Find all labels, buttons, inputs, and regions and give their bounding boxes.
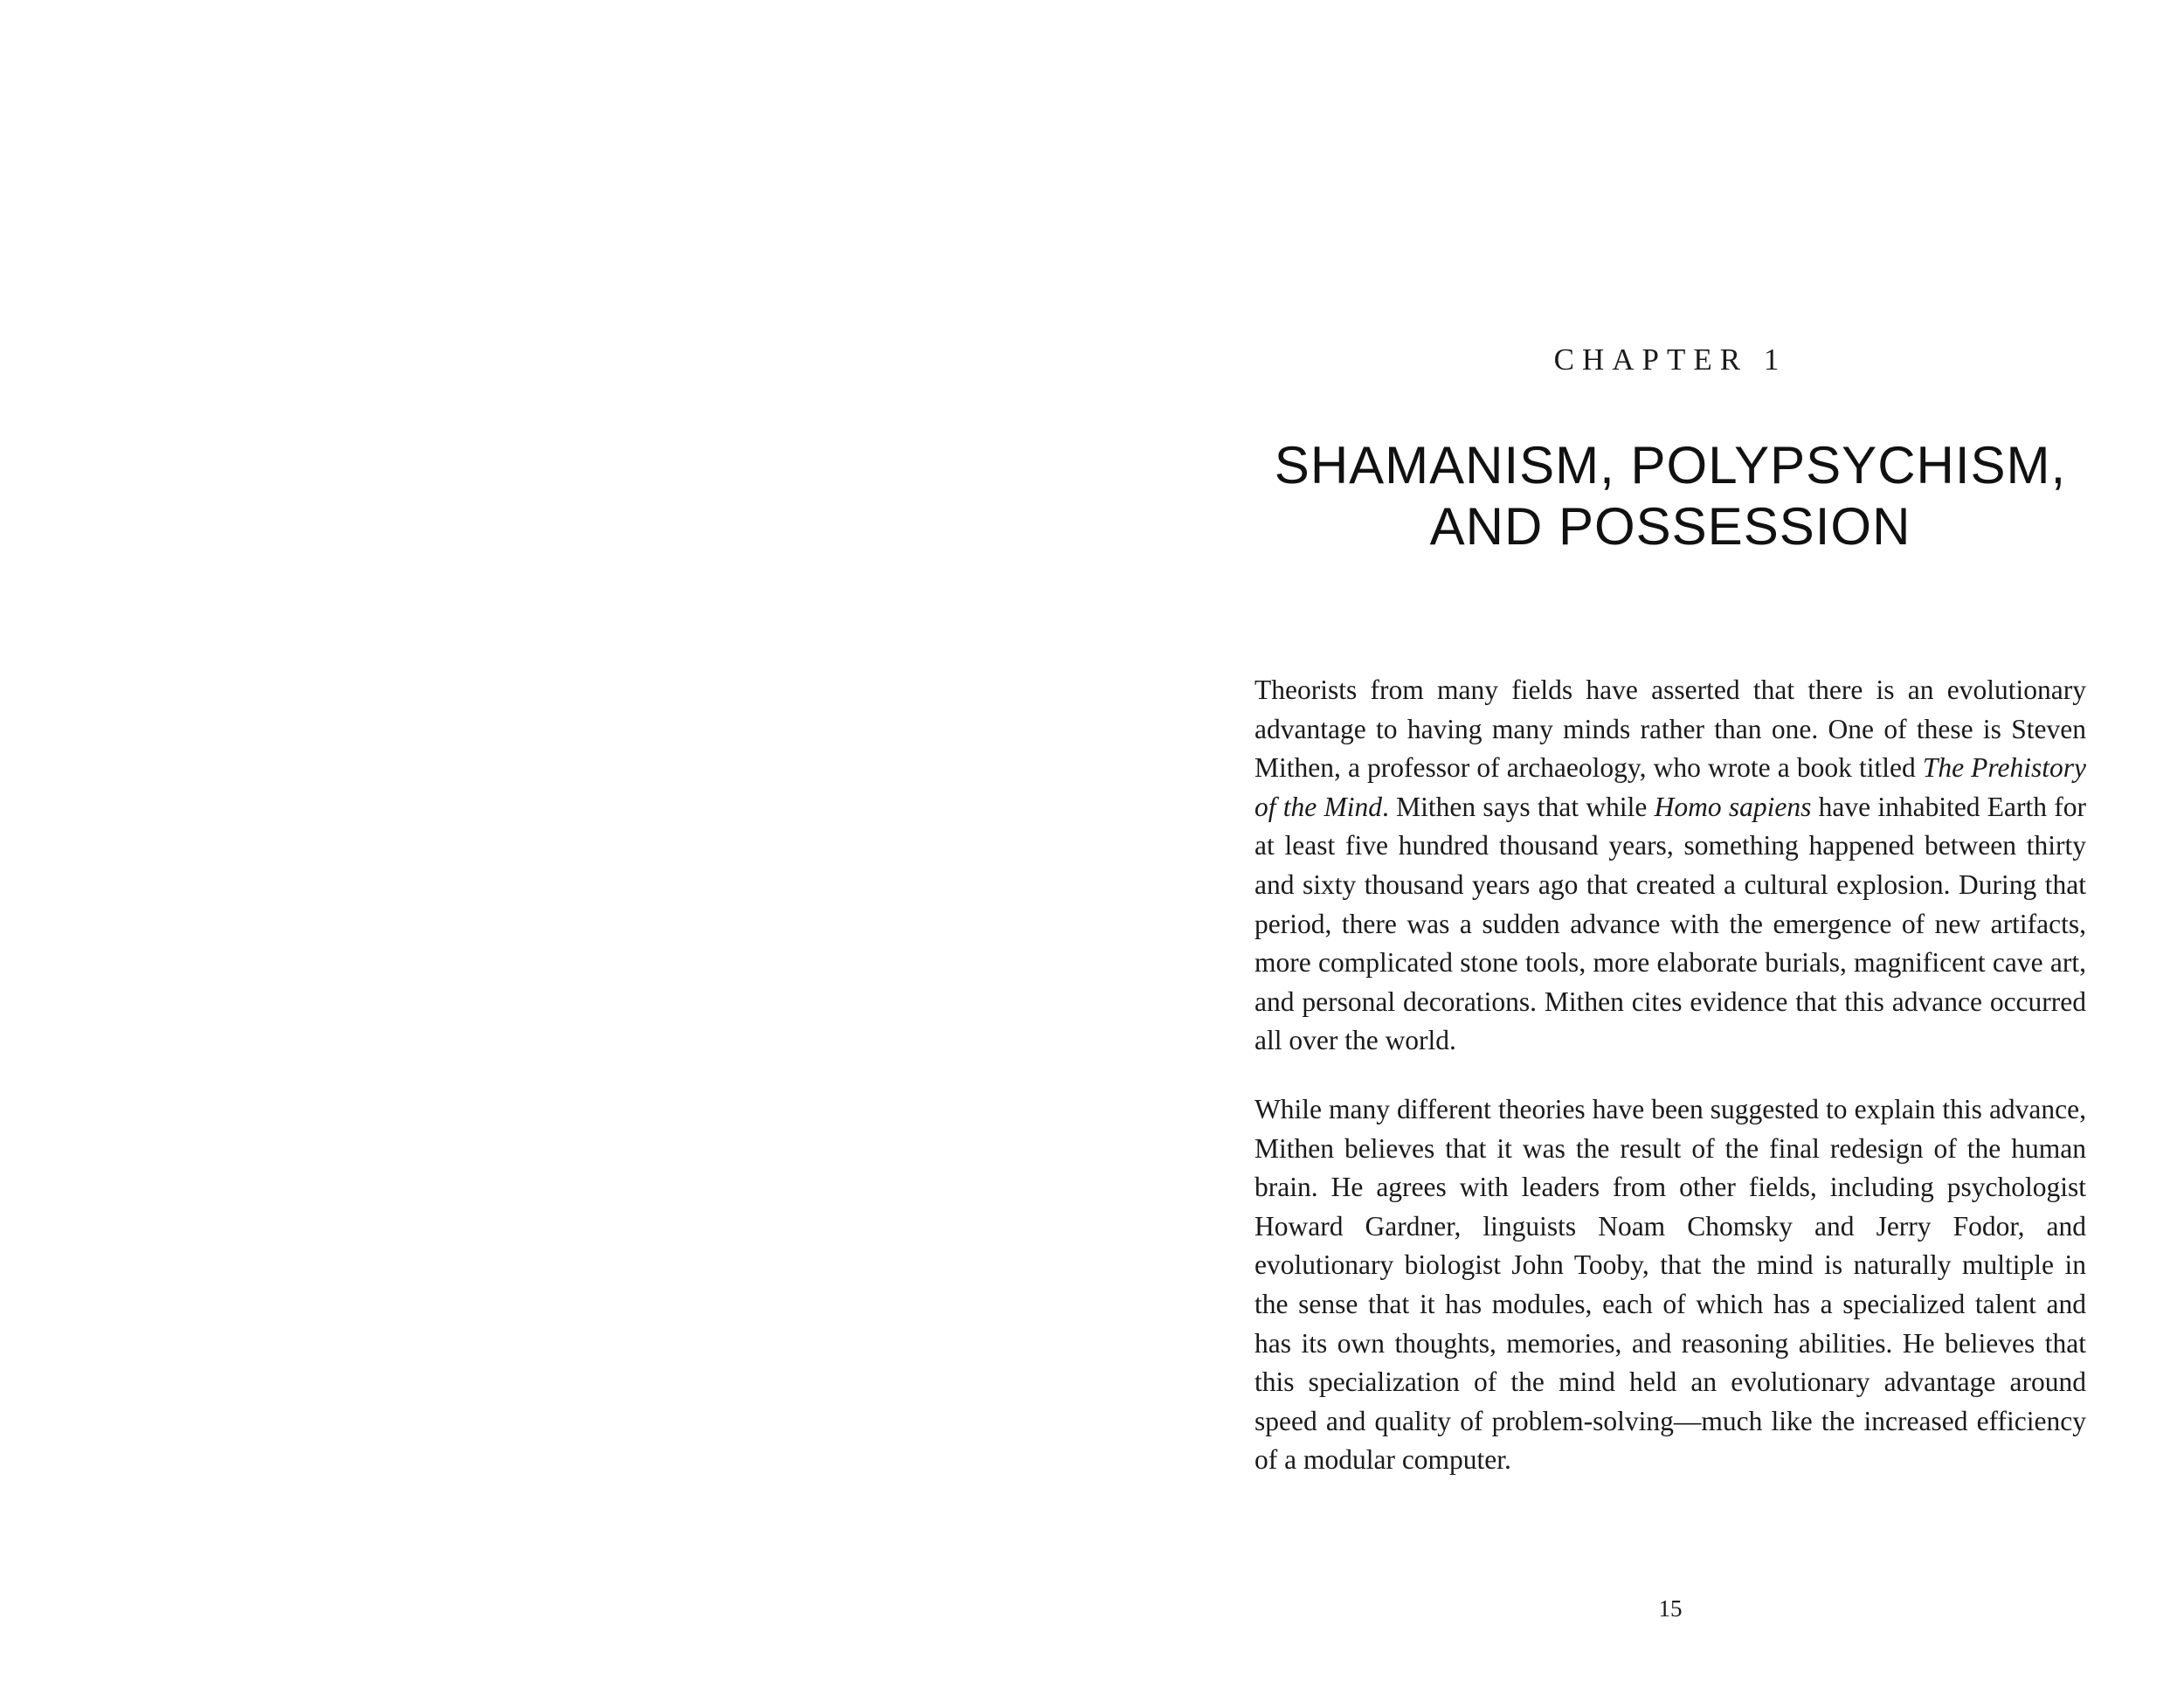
species-name: Homo sapiens [1654,791,1812,822]
chapter-title-line-1: SHAMANISM, POLYPSYCHISM, [1274,436,2067,495]
paragraph-1-part-b: . Mithen says that while [1381,791,1655,822]
chapter-title [1254,435,2086,557]
paragraph-2: While many different theories have been suggested to explain this advance, Mithen believes that it was the result of the final redesign of the human brain. He agrees with leaders from other fields, including psychologist Howard Gardner, linguists Noam Chomsky and Jerry Fodor, and evolutionary biologist John Tooby, that the mind is naturally multiple in the sense that it has modules, each of which has a specialized talent and has its own thoughts, memories, and reasoning abilities. He believes that this specialization of the mind held an evolutionary advantage around speed and quality of problem-solving—much like the increased efficiency of a modular computer. [1254,1093,2086,1476]
paragraph-1-part-a: Theorists from many fields have asserted that there is an evolutionary advantage to having many minds rather than one. One of these is Steven Mithen, a professor of archaeology, who wrote a book titled [1254,675,2086,784]
chapter-title-line-2: AND POSSESSION [1429,497,1911,556]
paragraph-1 [1254,671,2086,1061]
book-title: The Prehistory of the Mind [1254,752,2086,822]
paragraph-1-part-c: have inhabited Earth for at least five hundred thousand years, something happened between thirty and sixty thousand years ago that created a cultural explosion. During that period, there was a sudden advance with the emergence of new artifacts, more complicated stone tools, more elaborate burials, magnificent cave art, and personal decorations. Mithen cites evidence that this advance occurred all over the world. [1254,791,2086,1056]
body-text [1254,671,2086,1510]
page-number: 15 [1658,1595,1683,1622]
chapter-label: CHAPTER 1 [1553,342,1787,377]
